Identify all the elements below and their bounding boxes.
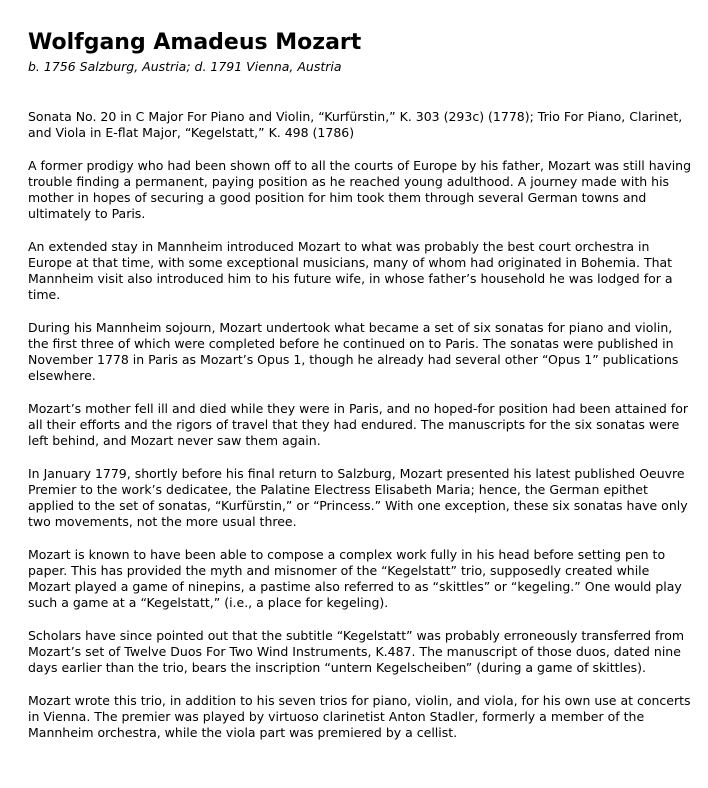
- paragraph-trio-premiere: Mozart wrote this trio, in addition to his seven trios for piano, violin, and viola, for his own use at concerts in Vienna. The premier was played by virtuoso clarinetist Anton Stadler, formerly a member of the Mannheim orchestra, while the viola part was premiered by a cellist.: [28, 693, 691, 740]
- paragraph-mother-death: Mozart’s mother fell ill and died while they were in Paris, and no hoped-for position had been attained for all their efforts and the rigors of travel that they had endured. The manuscripts for the six sonatas were left behind, and Mozart never saw them again.: [28, 401, 688, 448]
- document-header: [28, 30, 694, 75]
- document-body: [28, 109, 694, 741]
- paragraph-scholars: Scholars have since pointed out that the subtitle “Kegelstatt” was probably erroneously transferred from Mozart’s set of Twelve Duos For Two Wind Instruments, K.487. The manuscript of those duos, dated nine days earlier than the trio, bears the inscription “untern Kegelscheiben” (during a game of skittles).: [28, 628, 685, 675]
- paragraph-oeuvre-premier: In January 1779, shortly before his final return to Salzburg, Mozart presented his latest published Oeuvre Premier to the work’s dedicatee, the Palatine Electress Elisabeth Maria; hence, the German epithet applied to the set of sonatas, “Kurfürstin,” or “Princess.” With one exception, these six sonatas have only two movements, not the more usual three.: [28, 466, 688, 529]
- paragraph-mannheim-stay: An extended stay in Mannheim introduced Mozart to what was probably the best court orchestra in Europe at that time, with some exceptional musicians, many of whom had originated in Bohemia. That Mannheim visit also introduced him to his future wife, in whose father’s household he was lodged for a time.: [28, 239, 673, 302]
- page-title: Wolfgang Amadeus Mozart: [28, 30, 362, 55]
- page-subtitle: b. 1756 Salzburg, Austria; d. 1791 Vienna, Austria: [28, 59, 342, 74]
- paragraph-works-heading: Sonata No. 20 in C Major For Piano and Violin, “Kurfürstin,” K. 303 (293c) (1778); Trio For Piano, Clarinet, and Viola in E-flat Major, “Kegelstatt,” K. 498 (1786): [28, 109, 683, 140]
- paragraph-kegelstatt-myth: Mozart is known to have been able to compose a complex work fully in his head before setting pen to paper. This has provided the myth and misnomer of the “Kegelstatt” trio, supposedly created while Mozart played a game of ninepins, a pastime also referred to as “skittles” or “kegeling.” One would play such a game at a “Kegelstatt,” (i.e., a place for kegeling).: [28, 547, 682, 610]
- paragraph-six-sonatas: During his Mannheim sojourn, Mozart undertook what became a set of six sonatas for piano and violin, the first three of which were completed before he continued on to Paris. The sonatas were published in November 1778 in Paris as Mozart’s Opus 1, though he already had several other “Opus 1” publications elsewhere.: [28, 320, 679, 383]
- paragraph-prodigy: A former prodigy who had been shown off to all the courts of Europe by his father, Mozart was still having trouble finding a permanent, paying position as he reached young adulthood. A journey made with his mother in hopes of securing a good position for him took them through several German towns and ultimately to Paris.: [28, 158, 692, 221]
